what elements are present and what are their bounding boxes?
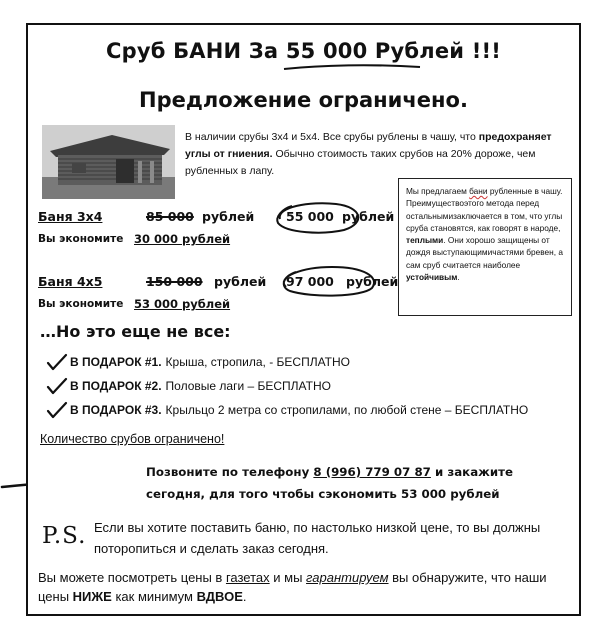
flyer-page: [26, 23, 581, 616]
title-price: [286, 39, 464, 63]
intro-text-2: Обычно стоимость таких срубов на 20% дороже, чем рубленных в лапу.: [185, 148, 536, 177]
footer-text-4: как минимум: [111, 589, 197, 604]
offer-1-new-price: 55 000: [286, 209, 334, 224]
gift-item-1: [46, 353, 350, 371]
call-to-action: [146, 461, 546, 505]
gift-item-3: [46, 401, 528, 419]
intro-text-1: В наличии срубы 3х4 и 5х4. Все срубы рублены в чашу, что: [185, 131, 479, 143]
info-text-1: Мы предлагаем: [406, 186, 470, 196]
log-house-photo: [42, 125, 175, 199]
offer-1-save-label: Вы экономите: [38, 233, 124, 245]
page-title: [28, 39, 579, 63]
gift-2-label: В ПОДАРОК #2.: [70, 379, 162, 393]
gift-1-label: В ПОДАРОК #1.: [70, 355, 162, 369]
footer-underlined-2: гарантируем: [306, 570, 389, 585]
ps-text: Если вы хотите поставить баню, по настолько низкой цене, то вы должны поторопиться и сделать заказ сегодня.: [94, 520, 541, 556]
gift-1-text: Крыша, стропила, - БЕСПЛАТНО: [165, 355, 350, 369]
offer-2-old-price: 150 000: [146, 274, 203, 289]
offer-1-new-currency: рублей: [342, 209, 395, 224]
info-underlined: бани: [469, 186, 488, 196]
offer-2-save-label: Вы экономите: [38, 298, 124, 310]
title-prefix: Сруб БАНИ За: [105, 39, 286, 63]
info-bold-2: устойчивым: [406, 272, 458, 283]
checkmark-icon: [46, 377, 68, 395]
offer-2-save-value: 53 000 рублей: [134, 297, 231, 311]
offer-1-save-value: 30 000 рублей: [134, 232, 231, 246]
footer-text-2: и мы: [269, 570, 307, 585]
call-text-2: и закажите сегодня, для того чтобы сэкономить 53 000 рублей: [146, 465, 513, 501]
limited-notice: Количество срубов ограничено!: [40, 432, 225, 446]
footer-bold-2: ВДВОЕ: [196, 589, 243, 604]
offer-2-label: Баня 4х5: [38, 274, 103, 289]
call-text-1: Позвоните по телефону: [146, 465, 314, 479]
info-bold-1: теплыми: [406, 235, 444, 246]
ps-mark: P.S.: [42, 523, 87, 549]
title-price-text: 55 000 Рублей: [285, 39, 465, 63]
offer-2-new-price: 97 000: [286, 274, 334, 289]
footer-paragraph: [38, 568, 573, 606]
info-box: [398, 178, 572, 316]
price-underline-icon: [282, 62, 422, 72]
gift-item-2: [46, 377, 331, 395]
offer-1-old-currency: рублей: [202, 209, 255, 224]
checkmark-icon: [46, 401, 68, 419]
offer-2-old-currency: рублей: [214, 274, 267, 289]
gift-3-text: Крыльцо 2 метра со стропилами, по любой стене – БЕСПЛАТНО: [165, 403, 529, 417]
footer-bold-1: НИЖЕ: [72, 589, 112, 604]
info-text-4: .: [457, 272, 460, 283]
title-suffix: !!!: [464, 39, 502, 63]
offer-1-old-price: 85 000: [146, 209, 194, 224]
offer-1-label: Баня 3х4: [38, 209, 103, 224]
footer-text-3: вы обнаружите, что наши цены: [38, 570, 547, 604]
intro-paragraph: [185, 129, 575, 180]
offer-2-new-currency: рублей: [346, 274, 399, 289]
info-text-2: рубленные в чашу. Преимуществоэтого метода перед остальнымизаключается в том, что углы сруба становятся, как говорят в народе,: [406, 186, 563, 233]
footer-text-5: .: [242, 589, 247, 604]
footer-text-1: Вы можете посмотреть цены в: [38, 570, 226, 585]
gift-3-label: В ПОДАРОК #3.: [70, 403, 162, 417]
gift-2-text: Половые лаги – БЕСПЛАТНО: [165, 379, 331, 393]
log-house-icon: [42, 125, 175, 199]
checkmark-icon: [46, 353, 68, 371]
page-subtitle: Предложение ограничено.: [139, 88, 468, 112]
intro-bold: предохраняет углы от гниения.: [185, 131, 552, 160]
phone-number[interactable]: 8 (996) 779 07 87: [313, 465, 431, 479]
info-text-3: . Они хорошо защищены от дождя выступающимичастями бревен, а сам сруб считается наиболее: [406, 235, 563, 270]
more-heading: …Но это еще не все:: [40, 322, 231, 341]
footer-underlined-1: газетах: [225, 570, 270, 585]
